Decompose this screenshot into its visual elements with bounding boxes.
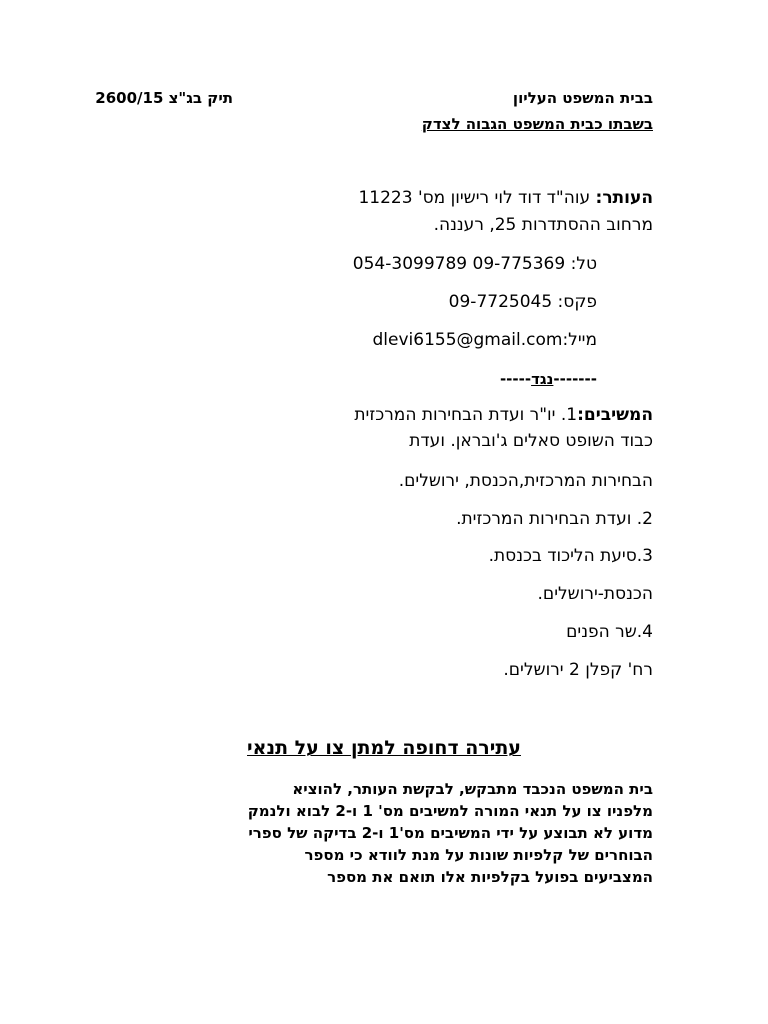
petition-text-line: מדוע לא תבוצע על ידי המשיבים מס'1 ו-2 בדיקה של ספרי — [248, 824, 653, 842]
petition-text-line: בית המשפט הנכבד מתבקש, לבקשת העותר, להוציא — [292, 780, 653, 798]
case-number: תיק בג"צ 2600/15 — [95, 89, 233, 107]
court-capacity: בשבתו כבית המשפט הגבוה לצדק — [421, 115, 653, 133]
petitioner-line — [358, 188, 653, 208]
petition-text-line: מלפניו צו על תנאי המורה למשיבים מס' 1 ו-2 לבוא ולנמק — [247, 802, 653, 820]
versus-dashes-right: ------- — [553, 370, 597, 388]
respondent-line: רח' קפלן 2 ירושלים. — [503, 660, 653, 680]
respondents-label: המשיבים: — [577, 405, 653, 425]
respondent-1: 1. יו"ר ועדת הבחירות המרכזית — [354, 405, 578, 425]
respondent-line: 4.שר הפנים — [566, 622, 653, 642]
petition-title: עתירה דחופה למתן צו על תנאי — [247, 737, 521, 759]
petitioner-address: מרחוב ההסתדרות 25, רעננה. — [433, 215, 653, 235]
petitioner-label: העותר: — [595, 188, 653, 208]
petitioner-email: מייל:dlevi6155@gmail.com — [372, 330, 597, 350]
respondents-line-1 — [354, 405, 653, 425]
versus-dashes-left: ----- — [499, 370, 532, 388]
respondent-line: הכנסת-ירושלים. — [537, 584, 653, 604]
petitioner-phone: טל: 09-775369 054-3099789 — [352, 254, 597, 274]
petitioner-fax: פקס: 09-7725045 — [448, 292, 597, 312]
respondent-line: 3.סיעת הליכוד בכנסת. — [488, 546, 653, 566]
versus-line — [500, 370, 597, 388]
court-name: בבית המשפט העליון — [512, 89, 653, 107]
petitioner-name: עוה"ד דוד לוי רישיון מס' 11223 — [358, 188, 591, 208]
petition-text-line: הבוחרים של קלפיות שונות על מנת לוודא כי מספר — [304, 846, 653, 864]
respondent-line: הבחירות המרכזית,הכנסת, ירושלים. — [398, 471, 653, 491]
petition-text-line: המצביעים בפועל בקלפיות אלו תואם את מספר — [327, 868, 653, 886]
versus-word: נגד — [531, 370, 554, 388]
respondent-line: 2. ועדת הבחירות המרכזית. — [456, 509, 653, 529]
respondent-line: כבוד השופט סאלים ג'ובראן. ועדת — [409, 431, 653, 451]
